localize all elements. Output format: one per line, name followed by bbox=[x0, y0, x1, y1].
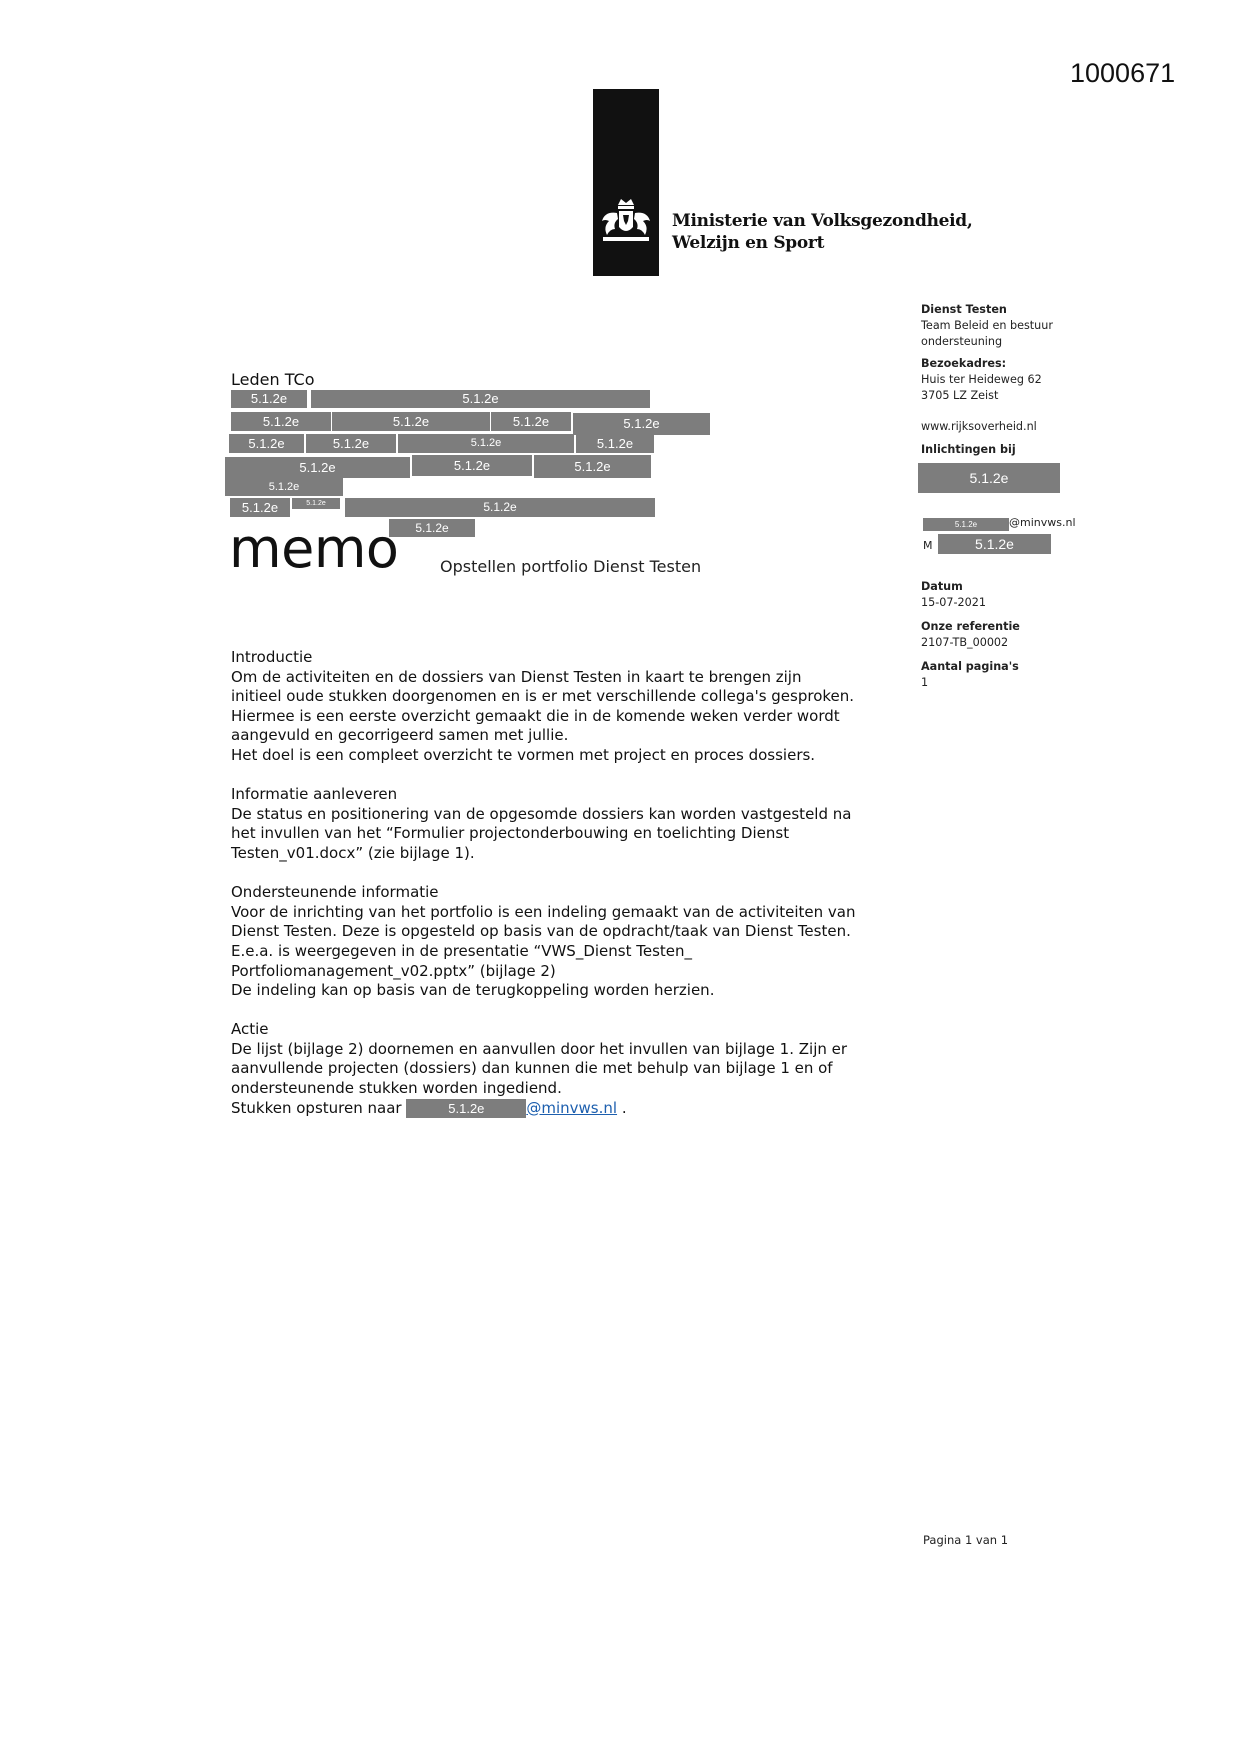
redacted-recipient: 5.1.2e bbox=[231, 390, 307, 408]
recipients-title: Leden TCo bbox=[231, 370, 315, 389]
redacted-recipient: 5.1.2e bbox=[389, 519, 475, 537]
department-name: Dienst Testen bbox=[921, 303, 1007, 316]
section-ondersteunende-informatie bbox=[231, 883, 911, 1001]
body-line: aangevuld en gecorrigeerd samen met jullie. bbox=[231, 726, 569, 745]
reference-label: Onze referentie bbox=[921, 620, 1020, 633]
body-line: ondersteunende stukken worden ingediend. bbox=[231, 1079, 562, 1098]
body-line: Het doel is een compleet overzicht te vormen met project en proces dossiers. bbox=[231, 745, 816, 764]
page-footer: Pagina 1 van 1 bbox=[923, 1533, 1009, 1547]
visit-address-label: Bezoekadres: bbox=[921, 357, 1007, 370]
body-line: De indeling kan op basis van de terugkoppeling worden herzien. bbox=[231, 981, 715, 1000]
body-line: het invullen van het “Formulier projectonderbouwing en toelichting Dienst bbox=[231, 824, 790, 843]
redacted-recipient: 5.1.2e bbox=[225, 457, 410, 478]
info-label: Inlichtingen bij bbox=[921, 443, 1016, 456]
send-line bbox=[231, 1099, 911, 1119]
memo-subject: Opstellen portfolio Dienst Testen bbox=[440, 557, 702, 576]
ministry-name bbox=[672, 210, 973, 254]
redacted-recipient: 5.1.2e bbox=[311, 390, 650, 408]
section-heading: Informatie aanleveren bbox=[231, 785, 398, 804]
body-line: Testen_v01.docx” (zie bijlage 1). bbox=[231, 843, 475, 862]
redacted-recipient: 5.1.2e bbox=[573, 413, 710, 435]
body-line: Om de activiteiten en de dossiers van Dienst Testen in kaart te brengen zijn bbox=[231, 667, 802, 686]
redacted-recipient: 5.1.2e bbox=[229, 434, 304, 453]
memo-body bbox=[231, 648, 911, 1138]
section-introductie bbox=[231, 648, 911, 766]
date-label: Datum bbox=[921, 580, 963, 593]
redacted-recipient: 5.1.2e bbox=[491, 412, 571, 431]
email-link[interactable]: @minvws.nl bbox=[526, 1098, 618, 1117]
redacted-email-local: 5.1.2e bbox=[923, 518, 1009, 531]
ministry-name-line2: Welzijn en Sport bbox=[672, 233, 825, 253]
body-line: De status en positionering van de opgesomde dossiers kan worden vastgesteld na bbox=[231, 804, 852, 823]
redacted-recipient: 5.1.2e bbox=[398, 434, 574, 453]
redacted-recipient: 5.1.2e bbox=[292, 498, 340, 509]
website-link[interactable]: www.rijksoverheid.nl bbox=[921, 420, 1037, 433]
visit-address-line2: 3705 LZ Zeist bbox=[921, 389, 999, 402]
section-heading: Actie bbox=[231, 1020, 269, 1039]
body-line: Voor de inrichting van het portfolio is een indeling gemaakt van de activiteiten van bbox=[231, 902, 856, 921]
redacted-contact-name: 5.1.2e bbox=[918, 463, 1060, 493]
body-line: initieel oude stukken doorgenomen en is er met verschillende collega's gesproken. bbox=[231, 687, 855, 706]
body-line: E.e.a. is weergegeven in de presentatie “VWS_Dienst Testen_ bbox=[231, 941, 693, 960]
pages-label: Aantal pagina's bbox=[921, 660, 1019, 673]
body-line: Dienst Testen. Deze is opgesteld op basis van de opdracht/taak van Dienst Testen. bbox=[231, 922, 851, 941]
team-name: Team Beleid en bestuur ondersteuning bbox=[921, 319, 1053, 348]
section-actie bbox=[231, 1020, 911, 1118]
mobile-prefix: M bbox=[923, 539, 933, 552]
redacted-recipient: 5.1.2e bbox=[230, 498, 290, 517]
redacted-recipient: 5.1.2e bbox=[412, 455, 532, 476]
date-value: 15-07-2021 bbox=[921, 596, 987, 609]
redacted-recipient: 5.1.2e bbox=[534, 455, 651, 478]
section-heading: Introductie bbox=[231, 648, 313, 666]
ministry-logo-bar bbox=[593, 89, 659, 276]
redacted-recipient: 5.1.2e bbox=[332, 412, 490, 431]
memo-heading: memo bbox=[229, 517, 399, 580]
document-number: 1000671 bbox=[1070, 58, 1176, 88]
section-informatie-aanleveren bbox=[231, 785, 911, 863]
sender-details bbox=[921, 302, 1091, 458]
document-meta bbox=[921, 579, 1091, 691]
visit-address-line1: Huis ter Heideweg 62 bbox=[921, 373, 1042, 386]
reference-value: 2107-TB_00002 bbox=[921, 636, 1009, 649]
redacted-recipient: 5.1.2e bbox=[225, 478, 343, 496]
coat-of-arms-icon bbox=[593, 89, 659, 276]
redacted-recipient: 5.1.2e bbox=[306, 434, 396, 453]
redacted-mobile-number: 5.1.2e bbox=[938, 534, 1051, 554]
redacted-email-local: 5.1.2e bbox=[406, 1099, 526, 1118]
body-line: De lijst (bijlage 2) doornemen en aanvullen door het invullen van bijlage 1. Zijn er bbox=[231, 1039, 848, 1058]
redacted-recipient: 5.1.2e bbox=[576, 434, 654, 453]
contact-email-suffix: @minvws.nl bbox=[1009, 516, 1076, 529]
body-line: Portfoliomanagement_v02.pptx” (bijlage 2) bbox=[231, 961, 556, 980]
section-heading: Ondersteunende informatie bbox=[231, 883, 439, 902]
redacted-recipient: 5.1.2e bbox=[345, 498, 655, 517]
send-prefix: Stukken opsturen naar bbox=[231, 1098, 402, 1117]
send-end: . bbox=[621, 1098, 627, 1117]
body-line: aanvullende projecten (dossiers) dan kunnen die met behulp van bijlage 1 en of bbox=[231, 1059, 833, 1078]
pages-value: 1 bbox=[921, 676, 929, 689]
body-line: Hiermee is een eerste overzicht gemaakt die in de komende weken verder wordt bbox=[231, 706, 840, 725]
redacted-recipient: 5.1.2e bbox=[231, 412, 331, 431]
ministry-name-line1: Ministerie van Volksgezondheid, bbox=[672, 211, 973, 231]
